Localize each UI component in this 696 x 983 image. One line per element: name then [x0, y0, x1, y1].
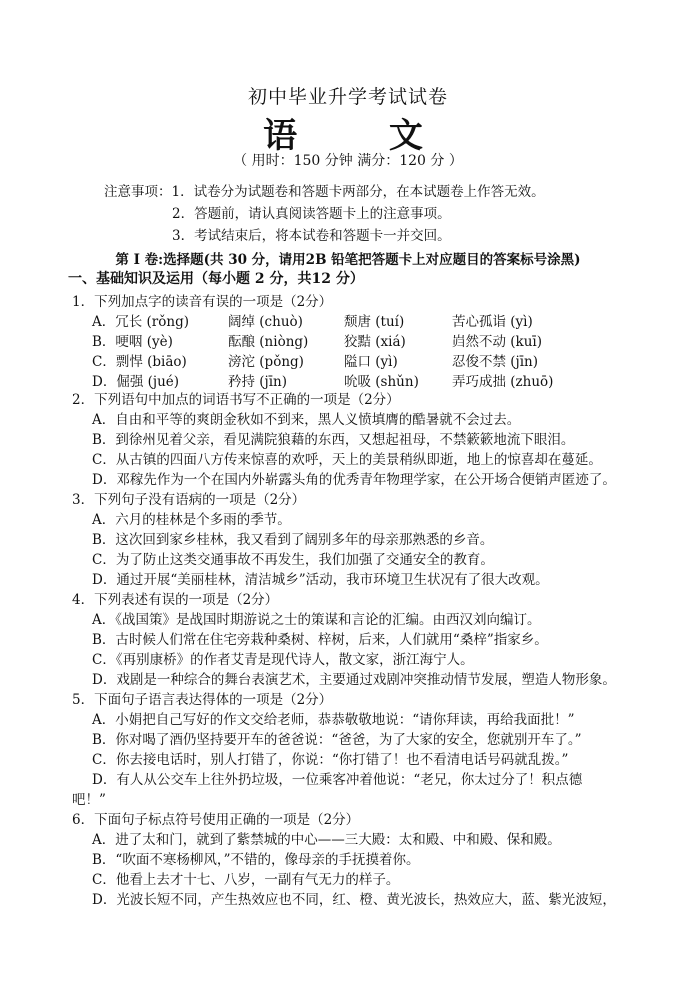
answer-option: B．这次回到家乡桂林，我又看到了阔别多年的母亲那熟悉的乡音。	[92, 532, 494, 548]
subject-title: 语 文	[263, 116, 463, 156]
answer-option: A．小娟把自己写好的作文交给老师，恭恭敬敬地说：“请你拜读，再给我面批！”	[92, 712, 575, 728]
answer-option: B．古时候人们常在住宅旁栽种桑树、梓树，后来，人们就用“桑梓”指家乡。	[92, 632, 548, 648]
answer-option: C．从古镇的四面八方传来惊喜的欢呼，天上的美景稍纵即逝，地上的惊喜却在蔓延。	[92, 452, 602, 468]
exam-title: 初中毕业升学考试试卷	[247, 86, 448, 108]
grid-cell: 吮吸 (shǔn)	[344, 374, 419, 390]
grid-cell: 苦心孤诣 (yì)	[452, 314, 533, 330]
grid-cell: C．剽悍 (biāo)	[92, 354, 187, 370]
grid-cell: 隘口 (yì)	[344, 354, 398, 370]
answer-option: A．进了太和门，就到了紫禁城的中心——三大殿：太和殿、中和殿、保和殿。	[92, 832, 561, 848]
question-stem: 4．下列表述有误的一项是（2分）	[72, 592, 279, 608]
question-stem: 1．下列加点字的读音有误的一项是（2分）	[72, 294, 333, 310]
grid-cell: 颓唐 (tuí)	[344, 314, 405, 330]
answer-option: D．有人从公交车上往外扔垃圾，一位乘客冲着他说：“老兄，你太过分了！积点德	[92, 772, 583, 788]
answer-option: C．《再别康桥》的作者艾青是现代诗人，散文家，浙江海宁人。	[92, 652, 474, 668]
answer-option: D．戏剧是一种综合的舞台表演艺术，主要通过戏剧冲突推动情节发展，塑造人物形象。	[92, 672, 616, 688]
grid-cell: 弄巧成拙 (zhuō)	[452, 374, 554, 390]
grid-cell: 酝酿 (niòng)	[228, 334, 309, 350]
answer-option: A．《战国策》是战国时期游说之士的策谋和言论的汇编。由西汉刘向编订。	[92, 612, 541, 628]
answer-option: C．你去接电话时，别人打错了，你说：“你打错了！也不看清电话号码就乱拨。”	[92, 752, 569, 768]
grid-cell: 狡黠 (xiá)	[344, 334, 406, 350]
grid-cell: 阔绰 (chuò)	[228, 314, 303, 330]
grid-cell: B．哽咽 (yè)	[92, 334, 173, 350]
answer-option: D．通过开展“美丽桂林，清洁城乡”活动，我市环境卫生状况有了很大改观。	[92, 572, 549, 588]
grid-cell: 忍俊不禁 (jīn)	[452, 354, 539, 370]
notice-item: 1．试卷分为试题卷和答题卡两部分，在本试题卷上作答无效。	[171, 184, 545, 200]
notice-label: 注意事项：	[104, 184, 172, 200]
section-title: 一、基础知识及运用（每小题 2 分，共12 分）	[68, 271, 364, 287]
option-continuation: 吧！”	[72, 792, 106, 808]
grid-cell: 岿然不动 (kuī)	[452, 334, 543, 350]
grid-cell: 矜持 (jīn)	[228, 374, 288, 390]
grid-cell: 滂沱 (pǒng)	[228, 354, 304, 370]
notice-item: 2．答题前，请认真阅读答题卡上的注意事项。	[172, 206, 451, 222]
answer-option: B．“吹面不寒杨柳风，”不错的，像母亲的手抚摸着你。	[92, 852, 420, 868]
answer-option: A．六月的桂林是个多雨的季节。	[92, 512, 291, 528]
answer-option: C．他看上去才十七、八岁，一副有气无力的样子。	[92, 872, 400, 888]
grid-cell: D．倔强 (jué)	[92, 374, 180, 390]
grid-cell: A．冗长 (rǒng)	[92, 314, 189, 330]
question-stem: 2．下列语句中加点的词语书写不正确的一项是（2分）	[72, 392, 400, 408]
answer-option: D．邓稼先作为一个在国内外崭露头角的优秀青年物理学家，在公开场合便销声匿迹了。	[92, 472, 616, 488]
notice-item: 3．考试结束后，将本试卷和答题卡一并交回。	[172, 228, 451, 244]
answer-option: A．自由和平等的爽朗金秋如不到来，黑人义愤填膺的酷暑就不会过去。	[92, 412, 521, 428]
exam-timing: （ 用时：150 分钟 满分：120 分 ）	[233, 153, 463, 169]
notice-line-1	[104, 180, 545, 200]
answer-option: B．到徐州见着父亲，看见满院狼藉的东西，又想起祖母，不禁簌簌地流下眼泪。	[92, 432, 575, 448]
question-stem: 3．下列句子没有语病的一项是（2分）	[72, 492, 306, 508]
part-title: 第 I 卷:选择题(共 30 分，请用2B 铅笔把答题卡上对应题目的答案标号涂黑)	[115, 252, 581, 268]
answer-option: D．光波长短不同，产生热效应也不同，红、橙、黄光波长，热效应大，蓝、紫光波短，	[92, 892, 616, 908]
question-stem: 5．下面句子语言表达得体的一项是（2分）	[72, 692, 333, 708]
answer-option: B．你对喝了酒仍坚持要开车的爸爸说：“爸爸，为了大家的安全，您就别开车了。”	[92, 732, 582, 748]
question-stem: 6．下面句子标点符号使用正确的一项是（2分）	[72, 812, 360, 828]
answer-option: C．为了防止这类交通事故不再发生，我们加强了交通安全的教育。	[92, 552, 494, 568]
